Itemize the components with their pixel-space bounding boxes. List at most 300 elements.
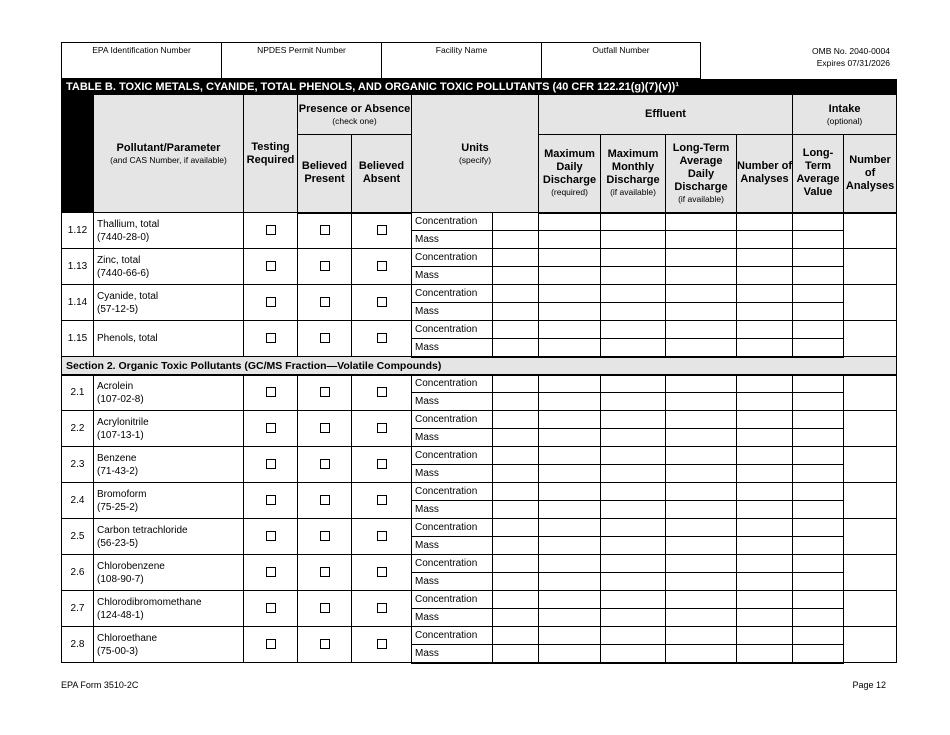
max-monthly-input[interactable] (601, 645, 666, 663)
long-term-avg-input[interactable] (666, 321, 737, 339)
max-daily-input[interactable] (539, 447, 601, 465)
concentration-unit-input[interactable] (493, 285, 539, 303)
num-analyses-input[interactable] (737, 429, 793, 447)
believed-present-checkbox[interactable] (320, 333, 330, 343)
num-analyses-input[interactable] (737, 447, 793, 465)
believed-present-checkbox[interactable] (320, 225, 330, 235)
intake-num-analyses-input[interactable] (844, 519, 897, 555)
intake-long-term-input[interactable] (793, 555, 844, 573)
pollutant-name-cell (94, 627, 244, 663)
long-term-avg-input[interactable] (666, 483, 737, 501)
believed-absent-checkbox[interactable] (377, 225, 387, 235)
num-analyses-input[interactable] (737, 393, 793, 411)
num-analyses-input[interactable] (737, 411, 793, 429)
num-analyses-input[interactable] (737, 267, 793, 285)
num-analyses-input[interactable] (737, 465, 793, 483)
long-term-avg-input[interactable] (666, 393, 737, 411)
mass-unit-input[interactable] (493, 537, 539, 555)
max-daily-input[interactable] (539, 519, 601, 537)
mass-label: Mass (412, 645, 493, 663)
mass-label: Mass (412, 267, 493, 285)
pollutant-name-cell (94, 483, 244, 519)
intake-long-term-input[interactable] (793, 339, 844, 357)
believed-present-checkbox[interactable] (320, 495, 330, 505)
max-daily-input[interactable] (539, 537, 601, 555)
outfall-number-field[interactable]: Outfall Number (541, 42, 701, 79)
concentration-label: Concentration (412, 213, 493, 231)
pollutant-name: Chlorodibromomethane (97, 596, 202, 608)
long-term-avg-input[interactable] (666, 231, 737, 249)
long-term-avg-input[interactable] (666, 465, 737, 483)
table-row (62, 411, 897, 429)
max-monthly-input[interactable] (601, 285, 666, 303)
testing-required-checkbox-cell (244, 321, 298, 357)
pollutant-name: Bromoform (97, 488, 147, 500)
believed-absent-checkbox-cell (352, 213, 412, 249)
long-term-avg-input[interactable] (666, 249, 737, 267)
row-number: 2.6 (62, 555, 94, 591)
max-daily-input[interactable] (539, 231, 601, 249)
concentration-unit-input[interactable] (493, 555, 539, 573)
form-number: EPA Form 3510-2C (61, 680, 139, 690)
testing-required-checkbox-cell (244, 411, 298, 447)
pollutant-cas: (75-25-2) (97, 501, 139, 513)
believed-present-checkbox-cell (298, 411, 352, 447)
max-daily-input[interactable] (539, 411, 601, 429)
pollutant-name: Chlorobenzene (97, 560, 165, 572)
max-monthly-input[interactable] (601, 249, 666, 267)
intake-long-term-input[interactable] (793, 321, 844, 339)
intake-long-term-input[interactable] (793, 627, 844, 645)
pollutant-name-cell (94, 249, 244, 285)
testing-required-checkbox[interactable] (266, 297, 276, 307)
max-monthly-input[interactable] (601, 267, 666, 285)
believed-absent-checkbox-cell (352, 627, 412, 663)
num-analyses-input[interactable] (737, 501, 793, 519)
table-row (62, 519, 897, 537)
max-monthly-input[interactable] (601, 321, 666, 339)
believed-present-checkbox-cell (298, 627, 352, 663)
pollutant-name: Cyanide, total (97, 290, 159, 302)
num-analyses-input[interactable] (737, 627, 793, 645)
max-daily-input[interactable] (539, 321, 601, 339)
num-analyses-input[interactable] (737, 303, 793, 321)
row-number: 2.2 (62, 411, 94, 447)
mass-unit-input[interactable] (493, 609, 539, 627)
max-daily-input[interactable] (539, 465, 601, 483)
believed-absent-checkbox-cell (352, 519, 412, 555)
mass-label: Mass (412, 609, 493, 627)
believed-present-checkbox[interactable] (320, 531, 330, 541)
table-title: TABLE B. TOXIC METALS, CYANIDE, TOTAL PHENOLS, AND ORGANIC TOXIC POLLUTANTS (40 CFR 122.21(g)(7)(v))¹ (62, 80, 897, 95)
believed-absent-checkbox-cell (352, 447, 412, 483)
believed-absent-checkbox[interactable] (377, 261, 387, 271)
intake-long-term-input[interactable] (793, 303, 844, 321)
believed-present-checkbox-cell (298, 519, 352, 555)
mass-label: Mass (412, 573, 493, 591)
concentration-label: Concentration (412, 321, 493, 339)
num-analyses-input[interactable] (737, 573, 793, 591)
mass-label: Mass (412, 339, 493, 357)
long-term-avg-input[interactable] (666, 303, 737, 321)
pollutant-name-cell (94, 213, 244, 249)
concentration-label: Concentration (412, 285, 493, 303)
concentration-unit-input[interactable] (493, 321, 539, 339)
mass-label: Mass (412, 537, 493, 555)
long-term-avg-input[interactable] (666, 501, 737, 519)
testing-required-checkbox[interactable] (266, 423, 276, 433)
concentration-unit-input[interactable] (493, 627, 539, 645)
max-daily-input[interactable] (539, 339, 601, 357)
believed-absent-checkbox[interactable] (377, 567, 387, 577)
max-daily-input[interactable] (539, 285, 601, 303)
pollutant-name-cell (94, 447, 244, 483)
believed-present-checkbox[interactable] (320, 387, 330, 397)
header-believed-present: Believed Present (298, 135, 352, 213)
believed-absent-checkbox[interactable] (377, 639, 387, 649)
header-believed-absent: Believed Absent (352, 135, 412, 213)
intake-long-term-input[interactable] (793, 447, 844, 465)
concentration-unit-input[interactable] (493, 375, 539, 393)
intake-long-term-input[interactable] (793, 231, 844, 249)
testing-required-checkbox-cell (244, 555, 298, 591)
intake-long-term-input[interactable] (793, 483, 844, 501)
num-analyses-input[interactable] (737, 285, 793, 303)
max-daily-input[interactable] (539, 303, 601, 321)
intake-long-term-input[interactable] (793, 285, 844, 303)
max-monthly-input[interactable] (601, 447, 666, 465)
mass-unit-input[interactable] (493, 573, 539, 591)
table-row (62, 555, 897, 573)
header-intake-long-term: Long-Term Average Value (793, 135, 844, 213)
intake-long-term-input[interactable] (793, 393, 844, 411)
believed-present-checkbox-cell (298, 375, 352, 411)
max-daily-input[interactable] (539, 483, 601, 501)
pollutant-cas: (107-13-1) (97, 429, 144, 441)
believed-absent-checkbox[interactable] (377, 531, 387, 541)
row-number: 1.14 (62, 285, 94, 321)
header-num-cell (62, 95, 94, 213)
row-number: 1.13 (62, 249, 94, 285)
max-monthly-input[interactable] (601, 393, 666, 411)
believed-present-checkbox-cell (298, 483, 352, 519)
testing-required-checkbox[interactable] (266, 225, 276, 235)
mass-unit-input[interactable] (493, 501, 539, 519)
mass-unit-input[interactable] (493, 465, 539, 483)
intake-long-term-input[interactable] (793, 249, 844, 267)
intake-num-analyses-input[interactable] (844, 627, 897, 663)
max-monthly-input[interactable] (601, 411, 666, 429)
testing-required-checkbox[interactable] (266, 567, 276, 577)
num-analyses-input[interactable] (737, 591, 793, 609)
testing-required-checkbox[interactable] (266, 495, 276, 505)
testing-required-checkbox-cell (244, 375, 298, 411)
intake-num-analyses-input[interactable] (844, 249, 897, 285)
pollutant-name: Acrolein (97, 380, 134, 392)
long-term-avg-input[interactable] (666, 411, 737, 429)
num-analyses-input[interactable] (737, 231, 793, 249)
max-daily-input[interactable] (539, 573, 601, 591)
intake-long-term-input[interactable] (793, 573, 844, 591)
intake-num-analyses-input[interactable] (844, 483, 897, 519)
pollutant-name: Carbon tetrachloride (97, 524, 188, 536)
num-analyses-input[interactable] (737, 645, 793, 663)
section2-header-body (62, 357, 897, 375)
max-daily-input[interactable] (539, 591, 601, 609)
intake-num-analyses-input[interactable] (844, 213, 897, 249)
believed-absent-checkbox-cell (352, 483, 412, 519)
believed-absent-checkbox[interactable] (377, 297, 387, 307)
concentration-unit-input[interactable] (493, 249, 539, 267)
num-analyses-input[interactable] (737, 249, 793, 267)
epa-id-field[interactable]: EPA Identification Number (61, 42, 221, 79)
concentration-label: Concentration (412, 249, 493, 267)
intake-num-analyses-input[interactable] (844, 321, 897, 357)
num-analyses-input[interactable] (737, 213, 793, 231)
testing-required-checkbox-cell (244, 285, 298, 321)
long-term-avg-input[interactable] (666, 285, 737, 303)
row-number: 1.15 (62, 321, 94, 357)
believed-present-checkbox-cell (298, 249, 352, 285)
concentration-unit-input[interactable] (493, 213, 539, 231)
mass-label: Mass (412, 303, 493, 321)
npdes-permit-field[interactable]: NPDES Permit Number (221, 42, 381, 79)
believed-absent-checkbox[interactable] (377, 387, 387, 397)
believed-absent-checkbox-cell (352, 285, 412, 321)
believed-present-checkbox[interactable] (320, 603, 330, 613)
believed-absent-checkbox-cell (352, 591, 412, 627)
intake-long-term-input[interactable] (793, 429, 844, 447)
believed-absent-checkbox[interactable] (377, 603, 387, 613)
table-row (62, 285, 897, 303)
believed-present-checkbox[interactable] (320, 261, 330, 271)
max-monthly-input[interactable] (601, 483, 666, 501)
section1-body (62, 213, 897, 357)
header-num-analyses: Number of Analyses (737, 135, 793, 213)
intake-long-term-input[interactable] (793, 645, 844, 663)
believed-present-checkbox[interactable] (320, 423, 330, 433)
table-row (62, 375, 897, 393)
concentration-unit-input[interactable] (493, 447, 539, 465)
table-row (62, 447, 897, 465)
pollutant-name-cell (94, 375, 244, 411)
pollutant-name-cell (94, 591, 244, 627)
mass-unit-input[interactable] (493, 267, 539, 285)
intake-long-term-input[interactable] (793, 411, 844, 429)
table-row (62, 249, 897, 267)
testing-required-checkbox[interactable] (266, 333, 276, 343)
concentration-label: Concentration (412, 519, 493, 537)
max-daily-input[interactable] (539, 555, 601, 573)
intake-num-analyses-input[interactable] (844, 591, 897, 627)
max-monthly-input[interactable] (601, 213, 666, 231)
intake-long-term-input[interactable] (793, 537, 844, 555)
long-term-avg-input[interactable] (666, 267, 737, 285)
max-monthly-input[interactable] (601, 465, 666, 483)
believed-absent-checkbox[interactable] (377, 423, 387, 433)
mass-unit-input[interactable] (493, 303, 539, 321)
testing-required-checkbox-cell (244, 249, 298, 285)
pollutant-cas: (7440-66-6) (97, 267, 150, 279)
max-daily-input[interactable] (539, 627, 601, 645)
intake-long-term-input[interactable] (793, 591, 844, 609)
believed-absent-checkbox[interactable] (377, 459, 387, 469)
omb-expires: Expires 07/31/2026 (816, 58, 890, 68)
mass-unit-input[interactable] (493, 339, 539, 357)
intake-long-term-input[interactable] (793, 519, 844, 537)
believed-absent-checkbox-cell (352, 555, 412, 591)
concentration-label: Concentration (412, 555, 493, 573)
row-number: 2.7 (62, 591, 94, 627)
header-max-monthly: Maximum Monthly Discharge (if available) (601, 135, 666, 213)
section2-title: Section 2. Organic Toxic Pollutants (GC/MS Fraction—Volatile Compounds) (62, 357, 897, 375)
header-max-daily: Maximum Daily Discharge (required) (539, 135, 601, 213)
max-monthly-input[interactable] (601, 519, 666, 537)
testing-required-checkbox[interactable] (266, 459, 276, 469)
max-daily-input[interactable] (539, 213, 601, 231)
max-monthly-input[interactable] (601, 303, 666, 321)
long-term-avg-input[interactable] (666, 213, 737, 231)
mass-label: Mass (412, 501, 493, 519)
long-term-avg-input[interactable] (666, 627, 737, 645)
testing-required-checkbox-cell (244, 447, 298, 483)
table-row (62, 591, 897, 609)
long-term-avg-input[interactable] (666, 447, 737, 465)
header-effluent: Effluent (539, 95, 793, 135)
intake-long-term-input[interactable] (793, 213, 844, 231)
testing-required-checkbox[interactable] (266, 387, 276, 397)
intake-long-term-input[interactable] (793, 465, 844, 483)
mass-unit-input[interactable] (493, 645, 539, 663)
max-monthly-input[interactable] (601, 537, 666, 555)
testing-required-checkbox[interactable] (266, 531, 276, 541)
intake-num-analyses-input[interactable] (844, 285, 897, 321)
header-intake: Intake (optional) (793, 95, 897, 135)
omb-number: OMB No. 2040-0004 (812, 46, 890, 56)
mass-label: Mass (412, 465, 493, 483)
believed-present-checkbox[interactable] (320, 567, 330, 577)
long-term-avg-input[interactable] (666, 555, 737, 573)
intake-long-term-input[interactable] (793, 501, 844, 519)
intake-long-term-input[interactable] (793, 267, 844, 285)
max-monthly-input[interactable] (601, 627, 666, 645)
intake-num-analyses-input[interactable] (844, 555, 897, 591)
mass-unit-input[interactable] (493, 393, 539, 411)
max-monthly-input[interactable] (601, 591, 666, 609)
believed-present-checkbox[interactable] (320, 297, 330, 307)
concentration-unit-input[interactable] (493, 483, 539, 501)
max-daily-input[interactable] (539, 249, 601, 267)
max-daily-input[interactable] (539, 429, 601, 447)
long-term-avg-input[interactable] (666, 645, 737, 663)
header-units: Units (specify) (412, 95, 539, 213)
concentration-label: Concentration (412, 411, 493, 429)
num-analyses-input[interactable] (737, 555, 793, 573)
max-monthly-input[interactable] (601, 573, 666, 591)
table-row (62, 627, 897, 645)
page-number: Page 12 (852, 680, 886, 690)
intake-num-analyses-input[interactable] (844, 447, 897, 483)
section2-body (62, 375, 897, 663)
long-term-avg-input[interactable] (666, 537, 737, 555)
max-monthly-input[interactable] (601, 375, 666, 393)
concentration-label: Concentration (412, 483, 493, 501)
testing-required-checkbox[interactable] (266, 603, 276, 613)
long-term-avg-input[interactable] (666, 609, 737, 627)
concentration-unit-input[interactable] (493, 411, 539, 429)
max-monthly-input[interactable] (601, 609, 666, 627)
mass-label: Mass (412, 393, 493, 411)
row-number: 2.4 (62, 483, 94, 519)
facility-name-field[interactable]: Facility Name (381, 42, 541, 79)
believed-absent-checkbox-cell (352, 411, 412, 447)
intake-num-analyses-input[interactable] (844, 411, 897, 447)
num-analyses-input[interactable] (737, 519, 793, 537)
max-daily-input[interactable] (539, 645, 601, 663)
long-term-avg-input[interactable] (666, 339, 737, 357)
believed-present-checkbox-cell (298, 447, 352, 483)
max-monthly-input[interactable] (601, 231, 666, 249)
num-analyses-input[interactable] (737, 609, 793, 627)
num-analyses-input[interactable] (737, 483, 793, 501)
believed-absent-checkbox[interactable] (377, 333, 387, 343)
believed-present-checkbox[interactable] (320, 459, 330, 469)
concentration-unit-input[interactable] (493, 591, 539, 609)
max-daily-input[interactable] (539, 501, 601, 519)
pollutant-name-cell (94, 321, 244, 357)
max-daily-input[interactable] (539, 393, 601, 411)
num-analyses-input[interactable] (737, 537, 793, 555)
max-monthly-input[interactable] (601, 339, 666, 357)
concentration-label: Concentration (412, 375, 493, 393)
row-number: 2.5 (62, 519, 94, 555)
believed-present-checkbox[interactable] (320, 639, 330, 649)
max-daily-input[interactable] (539, 375, 601, 393)
num-analyses-input[interactable] (737, 375, 793, 393)
testing-required-checkbox[interactable] (266, 261, 276, 271)
concentration-label: Concentration (412, 627, 493, 645)
testing-required-checkbox-cell (244, 483, 298, 519)
mass-label: Mass (412, 231, 493, 249)
long-term-avg-input[interactable] (666, 591, 737, 609)
max-monthly-input[interactable] (601, 555, 666, 573)
concentration-label: Concentration (412, 447, 493, 465)
concentration-unit-input[interactable] (493, 519, 539, 537)
long-term-avg-input[interactable] (666, 375, 737, 393)
intake-num-analyses-input[interactable] (844, 375, 897, 411)
long-term-avg-input[interactable] (666, 573, 737, 591)
num-analyses-input[interactable] (737, 321, 793, 339)
intake-long-term-input[interactable] (793, 609, 844, 627)
long-term-avg-input[interactable] (666, 429, 737, 447)
believed-absent-checkbox[interactable] (377, 495, 387, 505)
testing-required-checkbox-cell (244, 591, 298, 627)
max-daily-input[interactable] (539, 609, 601, 627)
believed-present-checkbox-cell (298, 591, 352, 627)
believed-absent-checkbox-cell (352, 321, 412, 357)
mass-unit-input[interactable] (493, 429, 539, 447)
long-term-avg-input[interactable] (666, 519, 737, 537)
num-analyses-input[interactable] (737, 339, 793, 357)
max-daily-input[interactable] (539, 267, 601, 285)
testing-required-checkbox[interactable] (266, 639, 276, 649)
max-monthly-input[interactable] (601, 501, 666, 519)
max-monthly-input[interactable] (601, 429, 666, 447)
believed-absent-checkbox-cell (352, 375, 412, 411)
intake-long-term-input[interactable] (793, 375, 844, 393)
mass-unit-input[interactable] (493, 231, 539, 249)
pollutant-name: Acrylonitrile (97, 416, 149, 428)
